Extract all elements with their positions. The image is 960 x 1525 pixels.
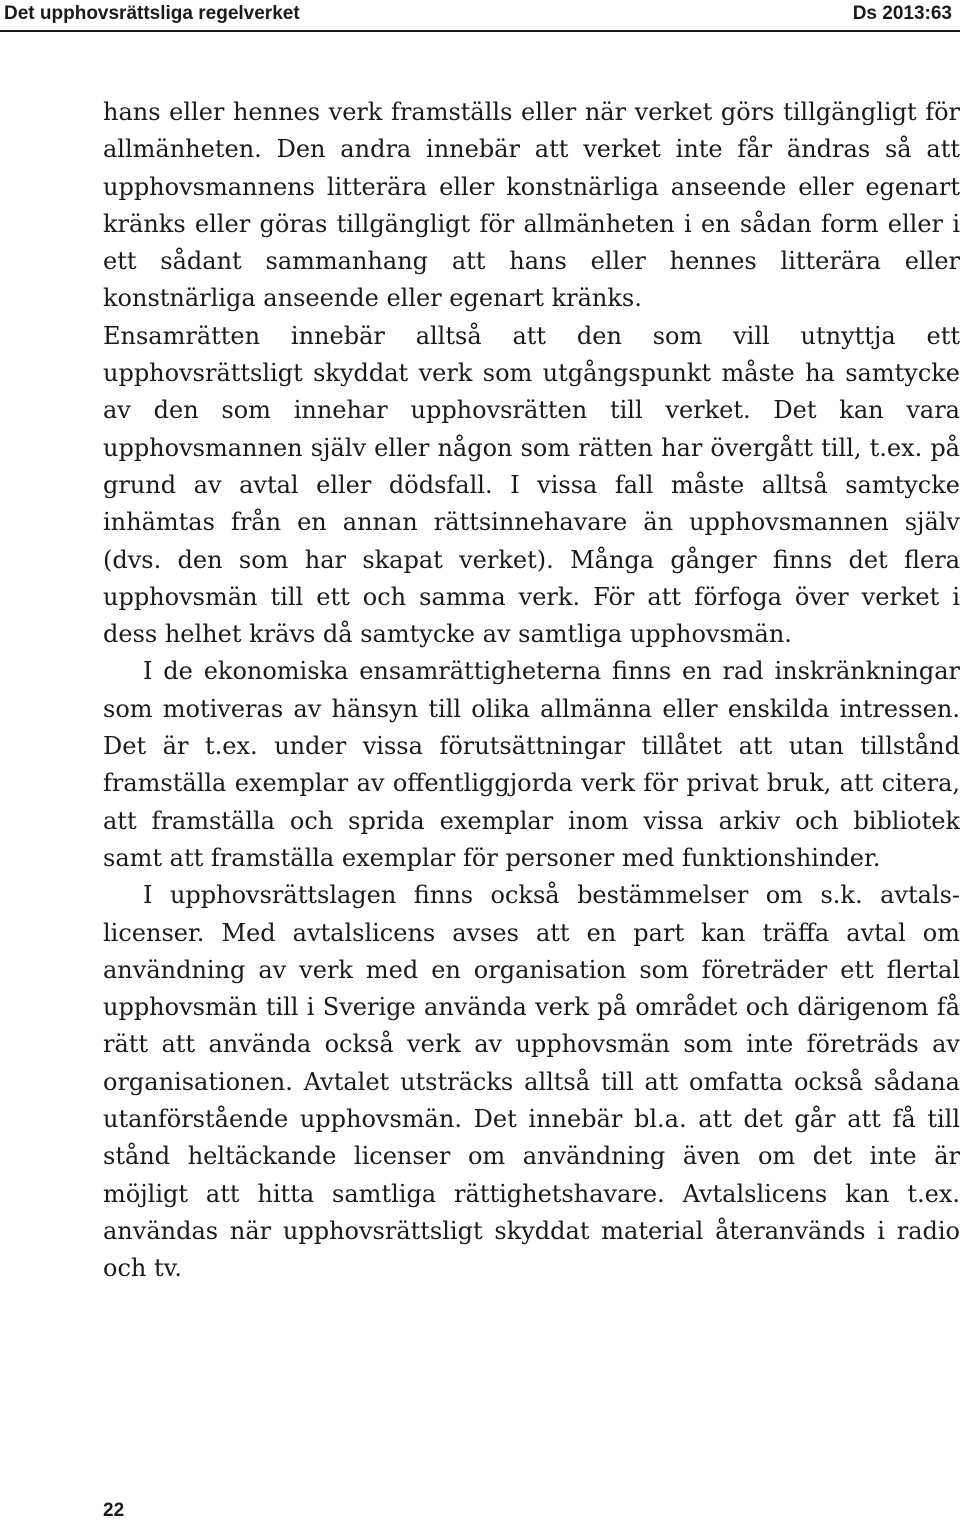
header-divider: [0, 30, 960, 32]
paragraph-avtalslicenser: I upphovsrättslagen finns också bestämmelser om s.k. avtalslicenser. Med avtalslicens avses att en part kan träffa avtal om användning av verk med en organisation som företräder ett flertal upphovsmän till i Sverige använda verk på området och därigenom få rätt att använda också verk av upphovsmän som inte företräds av organisationen. Avtalet utsträcks alltså till att omfatta också sådana utanförstående upphovsmän. Det innebär bl.a. att det går att få till stånd heltäckande licenser om användning även om det inte är möjligt att hitta samtliga rättighetshavare. Avtalslicens kan t.ex. användas när upphovsrättsligt skyddat material återanvänds i radio och tv.: [103, 881, 960, 1283]
running-header: [0, 0, 960, 28]
chapter-title: Det upphovsrättsliga regelverket: [4, 3, 300, 24]
document-reference: Ds 2013:63: [852, 3, 952, 24]
body-text: [103, 94, 960, 1288]
paragraph-inskrankningar: I de ekonomiska ensamrättigheterna finns en rad inskränkningar som motiveras av hänsyn till olika allmänna eller enskilda intressen. Det är t.ex. under vissa förutsättningar tillåtet att utan tillstånd framställa exemplar av offentliggjorda verk för privat bruk, att citera, att framställa och sprida exemplar inom vissa arkiv och bibliotek samt att framställa exemplar för personer med funktionshinder.: [103, 657, 960, 872]
paragraph-continuation: hans eller hennes verk framställs eller när verket görs tillgängligt för allmänheten. Den andra innebär att verket inte får ändras så att upphovsmannens litterära eller konstnärliga anseende eller egenart kränks eller göras tillgängligt för allmänheten i en sådan form eller i ett sådant sammanhang att hans eller hennes litterära eller konstnärliga anseende eller egenart kränks.: [103, 98, 960, 313]
paragraph-ensamratten: Ensamrätten innebär alltså att den som vill utnyttja ett upphovsrättsligt skyddat verk som utgångspunkt måste ha samtycke av den som innehar upphovsrätten till verket. Det kan vara upphovsmannen själv eller någon som rätten har övergått till, t.ex. på grund av avtal eller dödsfall. I vissa fall måste alltså samtycke inhämtas från en annan rättsinnehavare än upphovsmannen själv (dvs. den som har skapat verket). Många gånger finns det flera upphovsmän till ett och samma verk. För att förfoga över verket i dess helhet krävs då samtycke av samtliga upphovsmän.: [103, 321, 960, 649]
page-number: 22: [103, 1500, 125, 1521]
